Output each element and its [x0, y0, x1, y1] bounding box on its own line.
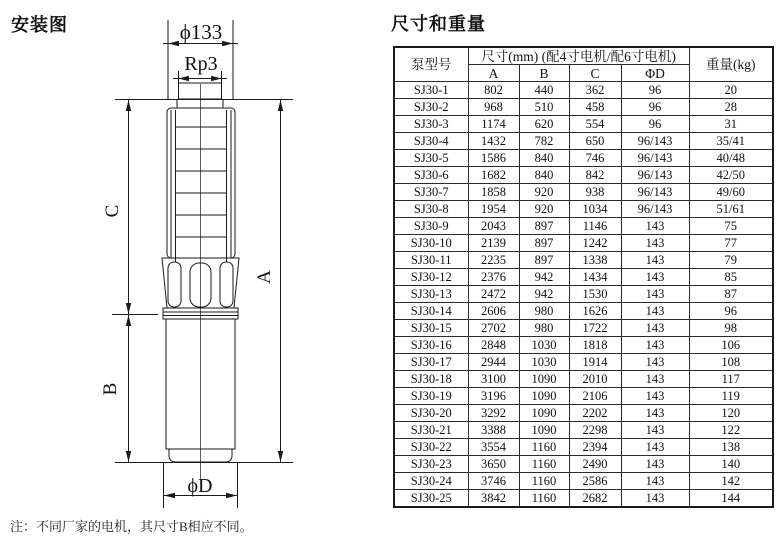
value-cell: 840 [519, 167, 569, 184]
value-cell: 2586 [569, 473, 621, 490]
value-cell: 440 [519, 82, 569, 99]
table-row [394, 388, 773, 405]
value-cell: 3842 [468, 490, 519, 508]
value-cell: 1858 [468, 184, 519, 201]
table-row [394, 456, 773, 473]
table-row [394, 269, 773, 286]
a-dim-label: A [254, 270, 275, 284]
value-cell: 3388 [468, 422, 519, 439]
pump-model-cell: SJ30-23 [394, 456, 468, 473]
value-cell: 980 [519, 303, 569, 320]
col-header-pump-model: 泵型号 [394, 47, 468, 82]
value-cell: 920 [519, 184, 569, 201]
table-row [394, 218, 773, 235]
value-cell: 35/41 [689, 133, 773, 150]
value-cell: 1954 [468, 201, 519, 218]
value-cell: 650 [569, 133, 621, 150]
value-cell: 143 [621, 269, 689, 286]
value-cell: 42/50 [689, 167, 773, 184]
value-cell: 1242 [569, 235, 621, 252]
value-cell: 143 [621, 422, 689, 439]
value-cell: 2043 [468, 218, 519, 235]
value-cell: 1530 [569, 286, 621, 303]
value-cell: 1030 [519, 337, 569, 354]
table-row [394, 235, 773, 252]
value-cell: 2376 [468, 269, 519, 286]
table-body [394, 82, 773, 508]
pump-model-cell: SJ30-16 [394, 337, 468, 354]
table-row [394, 133, 773, 150]
strainer-slot-left [168, 262, 181, 307]
value-cell: 40/48 [689, 150, 773, 167]
col-header-c: C [569, 65, 621, 82]
table-row [394, 405, 773, 422]
value-cell: 1818 [569, 337, 621, 354]
value-cell: 1914 [569, 354, 621, 371]
value-cell: 746 [569, 150, 621, 167]
value-cell: 840 [519, 150, 569, 167]
value-cell: 49/60 [689, 184, 773, 201]
pump-model-cell: SJ30-9 [394, 218, 468, 235]
col-header-weight: 重量(kg) [689, 47, 773, 82]
pump-model-cell: SJ30-25 [394, 490, 468, 508]
value-cell: 1338 [569, 252, 621, 269]
value-cell: 554 [569, 116, 621, 133]
value-cell: 138 [689, 439, 773, 456]
table-row [394, 286, 773, 303]
stage-section [167, 108, 235, 258]
value-cell: 31 [689, 116, 773, 133]
value-cell: 2202 [569, 405, 621, 422]
value-cell: 938 [569, 184, 621, 201]
value-cell: 3292 [468, 405, 519, 422]
value-cell: 897 [519, 218, 569, 235]
table-row [394, 303, 773, 320]
pump-model-cell: SJ30-24 [394, 473, 468, 490]
pump-model-cell: SJ30-7 [394, 184, 468, 201]
value-cell: 3650 [468, 456, 519, 473]
value-cell: 2106 [569, 388, 621, 405]
pump-model-cell: SJ30-13 [394, 286, 468, 303]
value-cell: 144 [689, 490, 773, 508]
value-cell: 1682 [468, 167, 519, 184]
value-cell: 2606 [468, 303, 519, 320]
value-cell: 782 [519, 133, 569, 150]
pump-model-cell: SJ30-18 [394, 371, 468, 388]
value-cell: 620 [519, 116, 569, 133]
value-cell: 143 [621, 320, 689, 337]
pump-model-cell: SJ30-1 [394, 82, 468, 99]
rp3-label: Rp3 [184, 53, 218, 75]
pump-model-cell: SJ30-6 [394, 167, 468, 184]
value-cell: 1090 [519, 371, 569, 388]
value-cell: 2235 [468, 252, 519, 269]
value-cell: 79 [689, 252, 773, 269]
table-row [394, 201, 773, 218]
table-row [394, 167, 773, 184]
pump-model-cell: SJ30-20 [394, 405, 468, 422]
value-cell: 2944 [468, 354, 519, 371]
value-cell: 1626 [569, 303, 621, 320]
dimensions-weight-title: 尺寸和重量 [391, 14, 486, 34]
col-header-a: A [468, 65, 519, 82]
b-dim-label: B [100, 382, 121, 396]
table-row [394, 490, 773, 508]
pump-model-cell: SJ30-15 [394, 320, 468, 337]
dim-a [278, 100, 283, 462]
value-cell: 897 [519, 252, 569, 269]
value-cell: 96 [621, 116, 689, 133]
value-cell: 2702 [468, 320, 519, 337]
value-cell: 2139 [468, 235, 519, 252]
value-cell: 897 [519, 235, 569, 252]
value-cell: 510 [519, 99, 569, 116]
table-row [394, 150, 773, 167]
value-cell: 119 [689, 388, 773, 405]
value-cell: 51/61 [689, 201, 773, 218]
value-cell: 143 [621, 405, 689, 422]
pump-model-cell: SJ30-11 [394, 252, 468, 269]
value-cell: 1432 [468, 133, 519, 150]
strainer-slot-right [220, 262, 233, 307]
discharge-neck [177, 100, 223, 109]
value-cell: 1034 [569, 201, 621, 218]
value-cell: 85 [689, 269, 773, 286]
pump-model-cell: SJ30-17 [394, 354, 468, 371]
table-row [394, 82, 773, 99]
value-cell: 96 [621, 82, 689, 99]
dim-b [126, 315, 131, 462]
value-cell: 143 [621, 388, 689, 405]
value-cell: 1030 [519, 354, 569, 371]
table-row [394, 422, 773, 439]
value-cell: 20 [689, 82, 773, 99]
value-cell: 968 [468, 99, 519, 116]
value-cell: 2394 [569, 439, 621, 456]
value-cell: 117 [689, 371, 773, 388]
value-cell: 3746 [468, 473, 519, 490]
value-cell: 980 [519, 320, 569, 337]
value-cell: 1722 [569, 320, 621, 337]
value-cell: 2490 [569, 456, 621, 473]
value-cell: 28 [689, 99, 773, 116]
value-cell: 96/143 [621, 184, 689, 201]
col-header-b: B [519, 65, 569, 82]
value-cell: 143 [621, 303, 689, 320]
pump-model-cell: SJ30-12 [394, 269, 468, 286]
value-cell: 1434 [569, 269, 621, 286]
value-cell: 143 [621, 337, 689, 354]
value-cell: 1160 [519, 490, 569, 508]
table-row [394, 184, 773, 201]
pump-model-cell: SJ30-14 [394, 303, 468, 320]
pump-model-cell: SJ30-8 [394, 201, 468, 218]
value-cell: 140 [689, 456, 773, 473]
pump-model-cell: SJ30-19 [394, 388, 468, 405]
phi133-label: ϕ133 [179, 20, 223, 44]
stage-rungs [176, 127, 227, 237]
value-cell: 3100 [468, 371, 519, 388]
value-cell: 2298 [569, 422, 621, 439]
value-cell: 3554 [468, 439, 519, 456]
value-cell: 143 [621, 252, 689, 269]
value-cell: 143 [621, 371, 689, 388]
value-cell: 1586 [468, 150, 519, 167]
pump-model-cell: SJ30-22 [394, 439, 468, 456]
value-cell: 1146 [569, 218, 621, 235]
footnote: 注：不同厂家的电机，其尺寸B相应不同。 [10, 519, 253, 534]
table-row [394, 320, 773, 337]
value-cell: 142 [689, 473, 773, 490]
value-cell: 75 [689, 218, 773, 235]
table-row [394, 252, 773, 269]
pump-model-cell: SJ30-5 [394, 150, 468, 167]
pump-model-cell: SJ30-4 [394, 133, 468, 150]
col-header-dimensions-group: 尺寸(mm) (配4寸电机/配6寸电机) [468, 47, 689, 65]
value-cell: 87 [689, 286, 773, 303]
dimensions-table [393, 46, 774, 508]
value-cell: 143 [621, 286, 689, 303]
pump-model-cell: SJ30-2 [394, 99, 468, 116]
value-cell: 1160 [519, 439, 569, 456]
table-row [394, 99, 773, 116]
table-header-row-1 [394, 47, 773, 65]
discharge-pipe [179, 83, 222, 99]
value-cell: 96/143 [621, 133, 689, 150]
value-cell: 2848 [468, 337, 519, 354]
pump-model-cell: SJ30-21 [394, 422, 468, 439]
value-cell: 96 [621, 99, 689, 116]
table-row [394, 371, 773, 388]
value-cell: 1174 [468, 116, 519, 133]
value-cell: 2682 [569, 490, 621, 508]
value-cell: 96/143 [621, 201, 689, 218]
dim-c [126, 100, 131, 314]
value-cell: 942 [519, 269, 569, 286]
col-header-phid: ΦD [621, 65, 689, 82]
value-cell: 920 [519, 201, 569, 218]
value-cell: 1090 [519, 422, 569, 439]
value-cell: 1090 [519, 388, 569, 405]
value-cell: 96/143 [621, 150, 689, 167]
value-cell: 122 [689, 422, 773, 439]
value-cell: 108 [689, 354, 773, 371]
value-cell: 2010 [569, 371, 621, 388]
value-cell: 802 [468, 82, 519, 99]
value-cell: 96/143 [621, 167, 689, 184]
value-cell: 143 [621, 490, 689, 508]
value-cell: 362 [569, 82, 621, 99]
value-cell: 1160 [519, 473, 569, 490]
pump-model-cell: SJ30-10 [394, 235, 468, 252]
table-row [394, 354, 773, 371]
dimensions-table-wrap [393, 46, 774, 508]
value-cell: 1090 [519, 405, 569, 422]
value-cell: 106 [689, 337, 773, 354]
value-cell: 2472 [468, 286, 519, 303]
table-row [394, 337, 773, 354]
value-cell: 143 [621, 439, 689, 456]
value-cell: 77 [689, 235, 773, 252]
value-cell: 458 [569, 99, 621, 116]
value-cell: 143 [621, 235, 689, 252]
pump-model-cell: SJ30-3 [394, 116, 468, 133]
value-cell: 120 [689, 405, 773, 422]
value-cell: 3196 [468, 388, 519, 405]
installation-diagram-title: 安装图 [11, 15, 68, 35]
value-cell: 842 [569, 167, 621, 184]
table-row [394, 116, 773, 133]
value-cell: 143 [621, 473, 689, 490]
table-row [394, 473, 773, 490]
value-cell: 942 [519, 286, 569, 303]
phid-label: ϕD [187, 475, 213, 497]
table-row [394, 439, 773, 456]
c-dim-label: C [102, 204, 123, 218]
value-cell: 96 [689, 303, 773, 320]
value-cell: 98 [689, 320, 773, 337]
value-cell: 1160 [519, 456, 569, 473]
value-cell: 143 [621, 354, 689, 371]
value-cell: 143 [621, 456, 689, 473]
value-cell: 143 [621, 218, 689, 235]
